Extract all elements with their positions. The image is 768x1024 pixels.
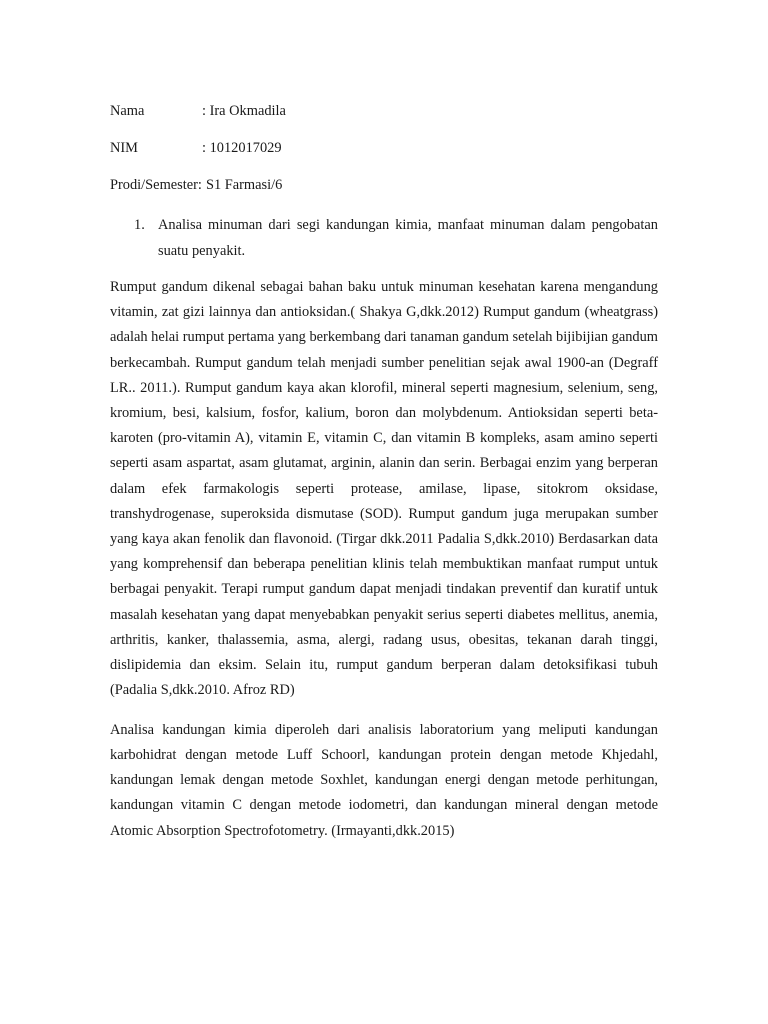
nama-value: : Ira Okmadila — [202, 103, 286, 119]
prodi-label: Prodi/Semester: — [110, 177, 202, 193]
nim-value: : 1012017029 — [202, 140, 282, 156]
nama-row — [110, 101, 658, 121]
nim-row — [110, 138, 658, 158]
prodi-row — [110, 175, 658, 195]
nim-label: NIM — [110, 140, 138, 156]
document-page — [110, 101, 658, 858]
question-number: 1. — [134, 217, 145, 233]
paragraph-analysis: Analisa kandungan kimia diperoleh dari analisis laboratorium yang meliputi kandungan karbohidrat dengan metode Luff Schoorl, kandungan protein dengan metode Khjedahl, kandungan lemak dengan metode Soxhlet, kandungan energi dengan metode perhitungan, kandungan vitamin C dengan metode iodometri, dan kandungan mineral dengan metode Atomic Absorption Spectrofotometry. (Irmayanti,dkk.2015) — [110, 721, 658, 839]
question-item — [110, 212, 658, 264]
prodi-value: S1 Farmasi/6 — [205, 177, 283, 193]
paragraph-wheatgrass: Rumput gandum dikenal sebagai bahan baku untuk minuman kesehatan karena mengandung vitamin, zat gizi lainnya dan antioksidan.( Shakya G,dkk.2012) Rumput gandum (wheatgrass) adalah helai rumput pertama yang berkembang dari tanaman gandum setelah bijibijian gandum berkecambah. Rumput gandum telah menjadi sumber penelitian sejak awal 1900-an (Degraff LR.. 2011.). Rumput gandum kaya akan klorofil, mineral seperti magnesium, selenium, seng, kromium, besi, kalsium, fosfor, kalium, boron dan molybdenum. Antioksidan seperti beta-karoten (pro-vitamin A), vitamin E, vitamin C, dan vitamin B kompleks, asam amino seperti seperti asam aspartat, asam glutamat, arginin, alanin dan serin. Berbagai enzim yang berperan dalam efek farmakologis seperti protease, amilase, lipase, sitokrom oksidase, transhydrogenase, superoksida dismutase (SOD). Rumput gandum juga merupakan sumber yang kaya akan fenolik dan flavonoid. (Tirgar dkk.2011 Padalia S,dkk.2010) Berdasarkan data yang komprehensif dan beberapa penelitian klinis telah membuktikan manfaat rumput untuk berbagai penyakit. Terapi rumput gandum dapat menjadi tindakan preventif dan kuratif untuk masalah kesehatan yang dapat menyebabkan penyakit serius seperti diabetes mellitus, anemia, arthritis, kanker, thalassemia, asma, alergi, radang usus, obesitas, tekanan darah tinggi, dislipidemia dan eksim. Selain itu, rumput gandum berperan dalam detoksifikasi tubuh (Padalia S,dkk.2010. Afroz RD) — [110, 279, 658, 699]
nama-label: Nama — [110, 103, 145, 119]
question-text: Analisa minuman dari segi kandungan kimia, manfaat minuman dalam pengobatan suatu penyakit. — [158, 217, 658, 259]
